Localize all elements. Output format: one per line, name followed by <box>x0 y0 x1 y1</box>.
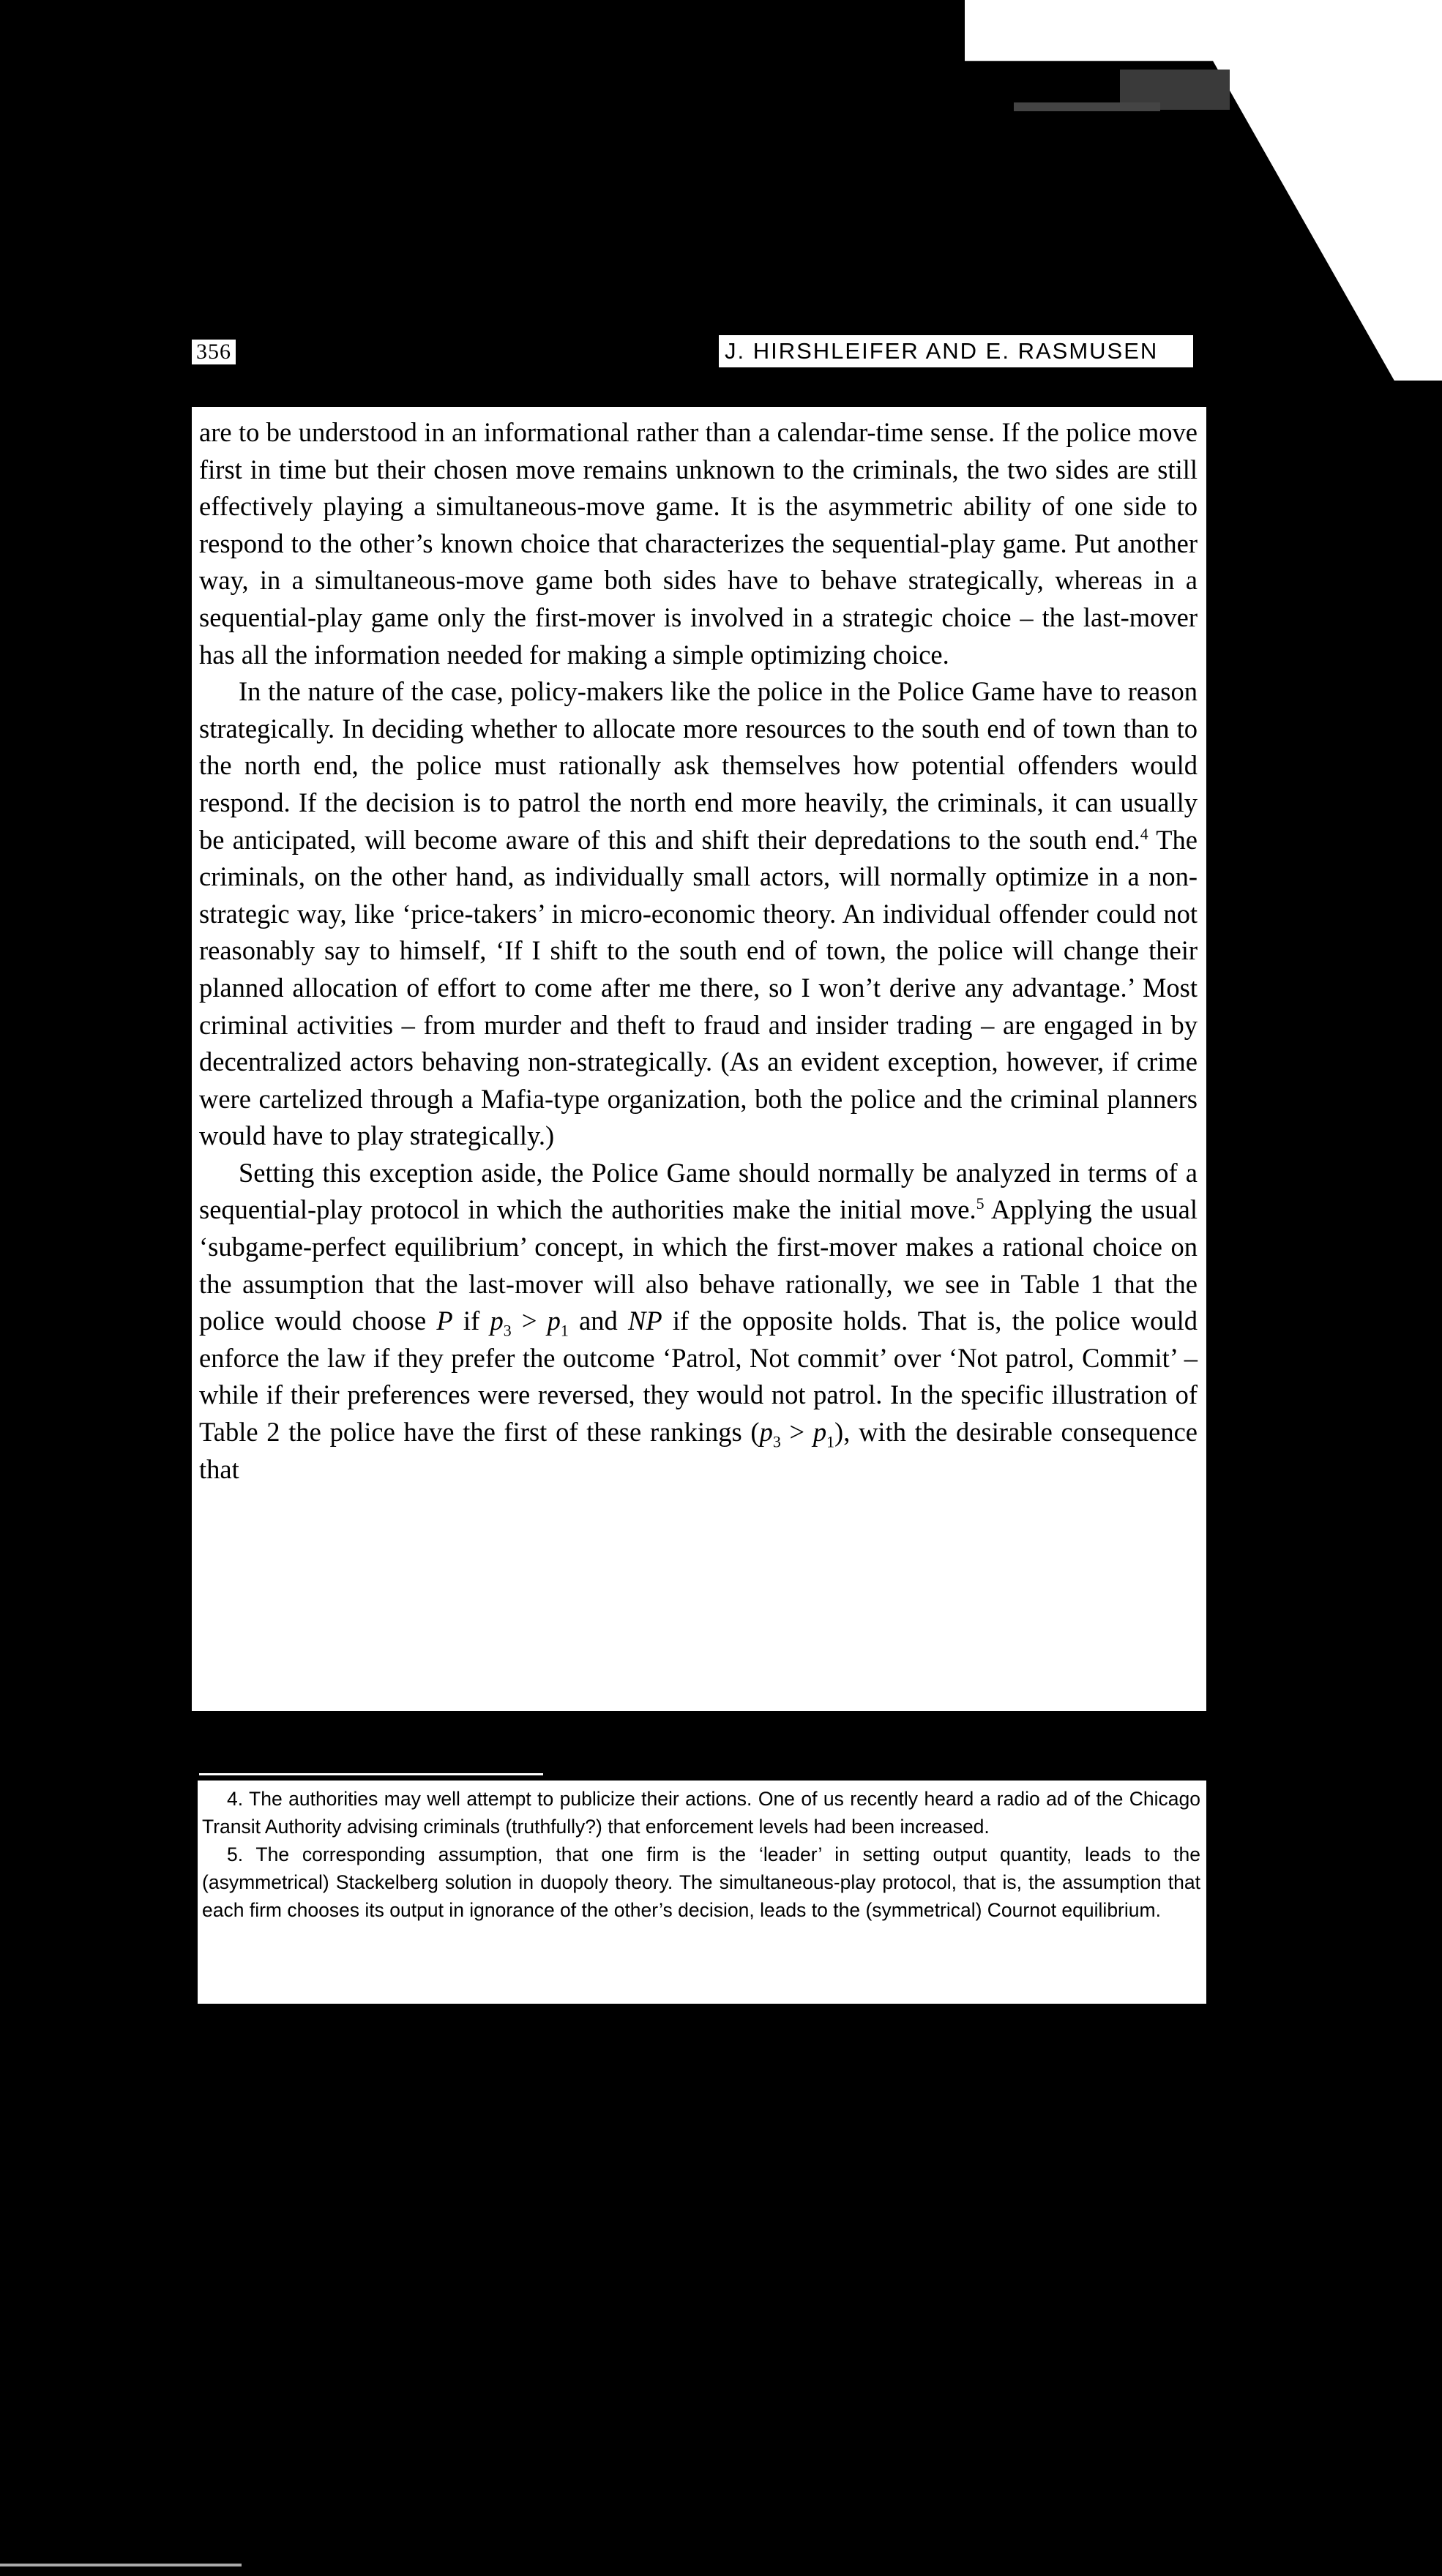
greater-than: > <box>511 1306 548 1336</box>
scan-artifact-line <box>1014 102 1160 111</box>
subscript-3: 3 <box>503 1321 512 1340</box>
paragraph-2-text-b: The criminals, on the other hand, as individually small actors, will normally optimize in a non-strategic way, like ‘price-takers’ in micro-economic theory. An individual offender could not reasonably say to himself, ‘If I shift to the south end of town, the police will change their planned allocation of effort to come after me there, so I won’t derive any advantage.’ Most criminal activities – from murder and theft to fraud and insider trading – are engaged in by decentralized actors behaving non-strategically. (As an evident exception, however, if crime were cartelized through a Mafia-type organization, both the police and the criminal planners would have to play strategically.) <box>199 824 1198 1151</box>
footnotes <box>198 1781 1206 2004</box>
paragraph-3 <box>199 1155 1198 1488</box>
word-and: and <box>568 1306 628 1336</box>
symbol-NP: NP <box>627 1306 662 1336</box>
symbol-p3-b: p <box>759 1417 773 1448</box>
page-number: 356 <box>189 337 239 367</box>
symbol-p1: p <box>547 1306 561 1336</box>
scan-artifact <box>965 0 1442 381</box>
greater-than-b: > <box>780 1417 813 1448</box>
subscript-1-b: 1 <box>826 1432 835 1451</box>
symbol-p3: p <box>490 1306 504 1336</box>
word-if: if <box>452 1306 490 1336</box>
subscript-1: 1 <box>560 1321 569 1340</box>
paragraph-3-text-d: ), with the desirable consequence that <box>199 1417 1198 1484</box>
symbol-p1-b: p <box>812 1417 827 1448</box>
paragraph-3-text-c: if the opposite holds. That is, the police would enforce the law if they prefer the outcome ‘Patrol, Not commit’ over ‘Not patrol, Commit’ – while if their preferences were reversed, they would not patrol. In the specific illustration of Table 2 the police have the first of these rankings ( <box>199 1306 1198 1448</box>
subscript-3-b: 3 <box>772 1432 781 1451</box>
footnote-5: 5. The corresponding assumption, that one firm is the ‘leader’ in setting output quantity, leads to the (asymmetrical) Stackelberg solution in duopoly theory. The simultaneous-play protocol, that is, the assumption that each firm chooses its output in ignorance of the other’s decision, leads to the (symmetrical) Cournot equilibrium. <box>202 1843 1200 1921</box>
paragraph-1: are to be understood in an informational rather than a calendar-time sense. If the police move first in time but their chosen move remains unknown to the criminals, the two sides are still effectively playing a simultaneous-move game. It is the asymmetric ability of one side to respond to the other’s known choice that characterizes the sequential-play game. Put another way, in a simultaneous-move game both sides have to behave strategically, whereas in a sequential-play game only the first-mover is involved in a strategic choice – the last-mover has all the information needed for making a simple optimizing choice. <box>199 417 1198 670</box>
footnote-4: 4. The authorities may well attempt to publicize their actions. One of us recently heard a radio ad of the Chicago Transit Authority advising criminals (truthfully?) that enforcement levels had been increased. <box>202 1788 1200 1838</box>
symbol-P: P <box>436 1306 453 1336</box>
footnote-ref-5: 5 <box>976 1194 985 1213</box>
paragraph-3-text-a: Setting this exception aside, the Police Game should normally be analyzed in terms of a sequential-play protocol in which the authorities make the initial move. <box>199 1157 1198 1225</box>
footnote-rule <box>199 1773 543 1775</box>
paragraph-2 <box>199 673 1198 1155</box>
running-head: J. HIRSHLEIFER AND E. RASMUSEN <box>719 335 1193 367</box>
scan-edge-rule <box>0 2564 242 2566</box>
footnote-ref-4: 4 <box>1140 824 1148 843</box>
main-text <box>192 407 1206 1711</box>
paragraph-2-text-a: In the nature of the case, policy-makers like the police in the Police Game have to reason strategically. In deciding whether to allocate more resources to the south end of town than to the north end, the police must rationally ask themselves how potential offenders would respond. If the decision is to patrol the north end more heavily, the criminals, it can usually be anticipated, will become aware of this and shift their depredations to the south end. <box>199 676 1198 855</box>
paragraph-3-text-b: Applying the usual ‘subgame-perfect equilibrium’ concept, in which the first-mover makes a rational choice on the assumption that the last-mover will also behave rationally, we see in Table 1 that the police would choose <box>199 1194 1198 1336</box>
